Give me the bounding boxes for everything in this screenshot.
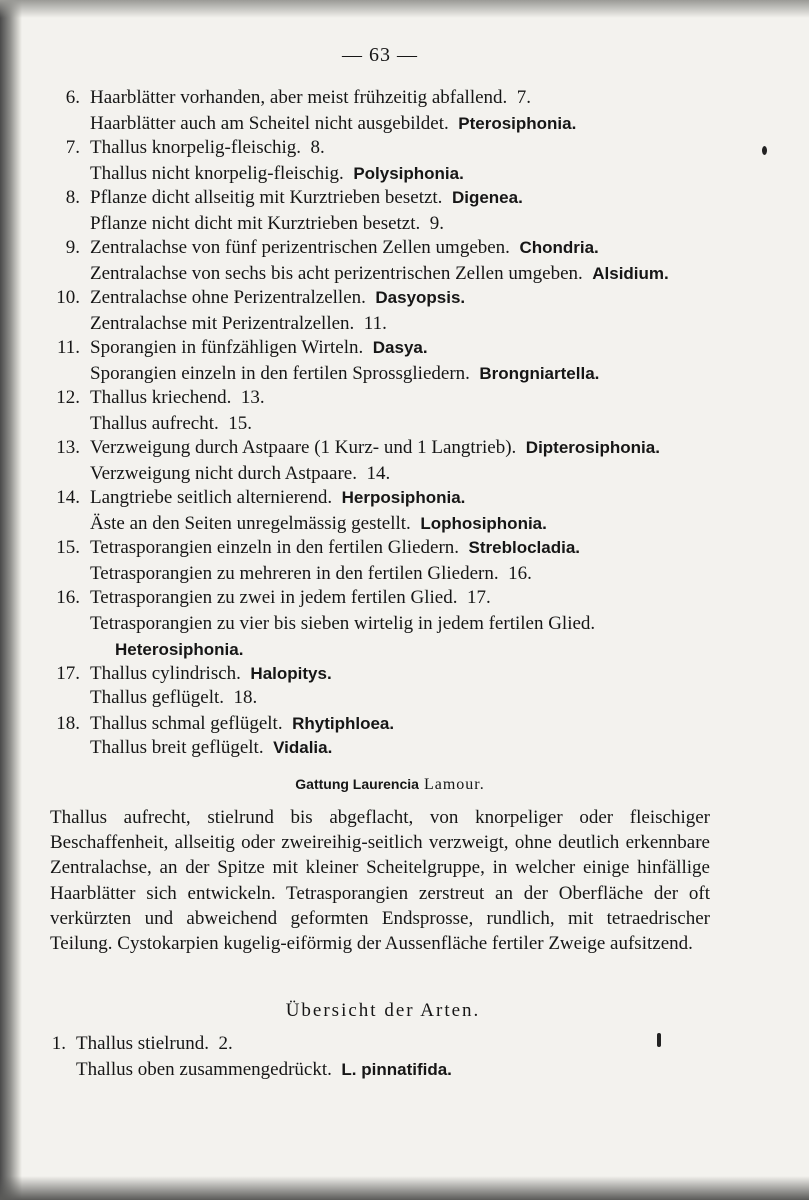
key-number: 6. bbox=[65, 87, 80, 108]
genus-name: Rhytiphloea. bbox=[292, 714, 395, 733]
key-text-group bbox=[115, 638, 243, 662]
key-number: 8. bbox=[65, 187, 80, 208]
key-text: Thallus aufrecht. 15. bbox=[90, 413, 252, 434]
genus-name: Heterosiphonia. bbox=[115, 640, 244, 659]
key-text-group bbox=[90, 186, 523, 210]
key-text-group bbox=[90, 362, 599, 386]
key-text: Thallus nicht knorpelig-fleischig. bbox=[90, 163, 354, 184]
key-text: Tetrasporangien zu vier bis sieben wirtelig in jedem fertilen Glied. bbox=[90, 613, 596, 634]
section-heading bbox=[0, 776, 780, 794]
key-text-group bbox=[90, 336, 428, 360]
key-text-group bbox=[90, 112, 576, 136]
key-number: 15. bbox=[56, 537, 80, 558]
key-text: Thallus stielrund. 2. bbox=[76, 1033, 233, 1054]
key-text: Tetrasporangien zu zwei in jedem fertilen Glied. 17. bbox=[90, 587, 491, 608]
genus-name: Lophosiphonia. bbox=[420, 514, 547, 533]
key-text: Pflanze nicht dicht mit Kurztrieben besetzt. 9. bbox=[90, 213, 445, 234]
genus-name: Dipterosiphonia. bbox=[525, 438, 660, 457]
genus-name: Vidalia. bbox=[273, 738, 333, 757]
genus-name: L. pinnatifida. bbox=[341, 1060, 452, 1079]
key-text: Haarblätter vorhanden, aber meist frühzeitig abfallend. 7. bbox=[90, 87, 532, 108]
key-text-group bbox=[90, 162, 464, 186]
key-text: Thallus knorpelig-fleischig. 8. bbox=[90, 137, 325, 158]
section-author: Lamour. bbox=[418, 776, 485, 793]
section-genus: Gattung Laurencia bbox=[295, 776, 419, 792]
page-number: — 63 — bbox=[342, 44, 418, 66]
key-number: 9. bbox=[65, 237, 80, 258]
key-number: 1. bbox=[51, 1033, 66, 1054]
key-text: Haarblätter auch am Scheitel nicht ausgebildet. bbox=[90, 113, 459, 134]
key-text-group bbox=[90, 236, 599, 260]
key-text-group bbox=[76, 1058, 452, 1082]
key-text-group bbox=[90, 262, 669, 286]
genus-name: Dasya. bbox=[372, 338, 428, 357]
key-text: Tetrasporangien zu mehreren in den fertilen Gliedern. 16. bbox=[90, 563, 532, 584]
key-text-group bbox=[90, 286, 465, 310]
key-text-group bbox=[90, 436, 660, 460]
top-shadow bbox=[0, 0, 809, 18]
ink-speck bbox=[762, 146, 767, 155]
species-overview-heading: Übersicht der Arten. bbox=[285, 1000, 481, 1021]
key-text-group bbox=[90, 136, 325, 160]
key-text-group bbox=[90, 562, 532, 586]
key-text-group bbox=[90, 512, 547, 536]
key-text-group bbox=[90, 312, 387, 336]
key-text: Thallus breit geflügelt. bbox=[90, 737, 274, 758]
key-text-group bbox=[90, 662, 332, 686]
key-text: Zentralachse mit Perizentralzellen. 11. bbox=[90, 313, 387, 334]
key-text: Langtriebe seitlich alternierend. bbox=[90, 487, 342, 508]
key-text: Äste an den Seiten unregelmässig gestellt. bbox=[90, 513, 421, 534]
genus-name: Chondria. bbox=[519, 238, 599, 257]
key-number: 18. bbox=[56, 713, 80, 734]
genus-description: Thallus aufrecht, stielrund bis abgeflacht, von knorpeliger oder fleischiger Beschaffenheit, allseitig oder zweireihig-seitlich verzweigt, ohne deutlich erkennbare Zentralachse, an der Spitze mit kleiner Scheitelgruppe, in welcher einige hinfällige Haarblätter sich entwickeln. Tetrasporangien zerstreut an der Oberfläche der oft verkürzten und abweichend geformten Endsprosse, rundlich, mit tetraedrischer Teilung. Cystokarpien kugelig-eiförmig der Aussenfläche fertiler Zweige aufsitzend. bbox=[50, 807, 710, 955]
key-text: Zentralachse von sechs bis acht perizentrischen Zellen umgeben. bbox=[90, 263, 593, 284]
key-number: 17. bbox=[56, 663, 80, 684]
key-text-group bbox=[76, 1032, 233, 1056]
key-text-group bbox=[90, 712, 394, 736]
genus-name: Brongniartella. bbox=[479, 364, 600, 383]
key-text-group bbox=[90, 536, 580, 560]
key-text-group bbox=[90, 612, 595, 636]
key-text: Sporangien einzeln in den fertilen Sprossgliedern. bbox=[90, 363, 480, 384]
key-text: Verzweigung durch Astpaare (1 Kurz- und 1 Langtrieb). bbox=[90, 437, 526, 458]
key-text-group bbox=[90, 212, 444, 236]
key-number: 7. bbox=[65, 137, 80, 158]
key-number: 12. bbox=[56, 387, 80, 408]
key-text-group bbox=[90, 462, 390, 486]
key-number: 16. bbox=[56, 587, 80, 608]
key-text: Thallus schmal geflügelt. bbox=[90, 713, 293, 734]
genus-name: Herposiphonia. bbox=[341, 488, 466, 507]
key-text: Thallus oben zusammengedrückt. bbox=[76, 1059, 342, 1080]
key-text: Thallus kriechend. 13. bbox=[90, 387, 265, 408]
key-text: Pflanze dicht allseitig mit Kurztrieben besetzt. bbox=[90, 187, 452, 208]
key-number: 11. bbox=[56, 337, 80, 358]
key-text-group bbox=[90, 412, 252, 436]
key-text-group bbox=[90, 386, 265, 410]
key-text: Sporangien in fünfzähligen Wirteln. bbox=[90, 337, 373, 358]
genus-name: Digenea. bbox=[451, 188, 523, 207]
key-text-group bbox=[90, 486, 465, 510]
key-text: Verzweigung nicht durch Astpaare. 14. bbox=[90, 463, 391, 484]
key-text-group bbox=[90, 736, 332, 760]
ink-speck bbox=[657, 1033, 661, 1047]
genus-name: Alsidium. bbox=[592, 264, 669, 283]
genus-name: Dasyopsis. bbox=[375, 288, 466, 307]
key-text: Thallus geflügelt. 18. bbox=[90, 687, 258, 708]
key-number: 10. bbox=[56, 287, 80, 308]
key-number: 13. bbox=[56, 437, 80, 458]
genus-name: Streblocladia. bbox=[468, 538, 580, 557]
key-number: 14. bbox=[56, 487, 80, 508]
key-text-group bbox=[90, 86, 531, 110]
genus-name: Halopitys. bbox=[250, 664, 332, 683]
key-text: Zentralachse ohne Perizentralzellen. bbox=[90, 287, 376, 308]
key-text-group bbox=[90, 586, 491, 610]
key-text: Tetrasporangien einzeln in den fertilen Gliedern. bbox=[90, 537, 469, 558]
genus-name: Pterosiphonia. bbox=[458, 114, 577, 133]
key-text: Thallus cylindrisch. bbox=[90, 663, 251, 684]
key-text: Zentralachse von fünf perizentrischen Zellen umgeben. bbox=[90, 237, 520, 258]
bottom-shadow bbox=[0, 1176, 809, 1200]
key-text-group bbox=[90, 686, 257, 710]
genus-name: Polysiphonia. bbox=[353, 164, 464, 183]
